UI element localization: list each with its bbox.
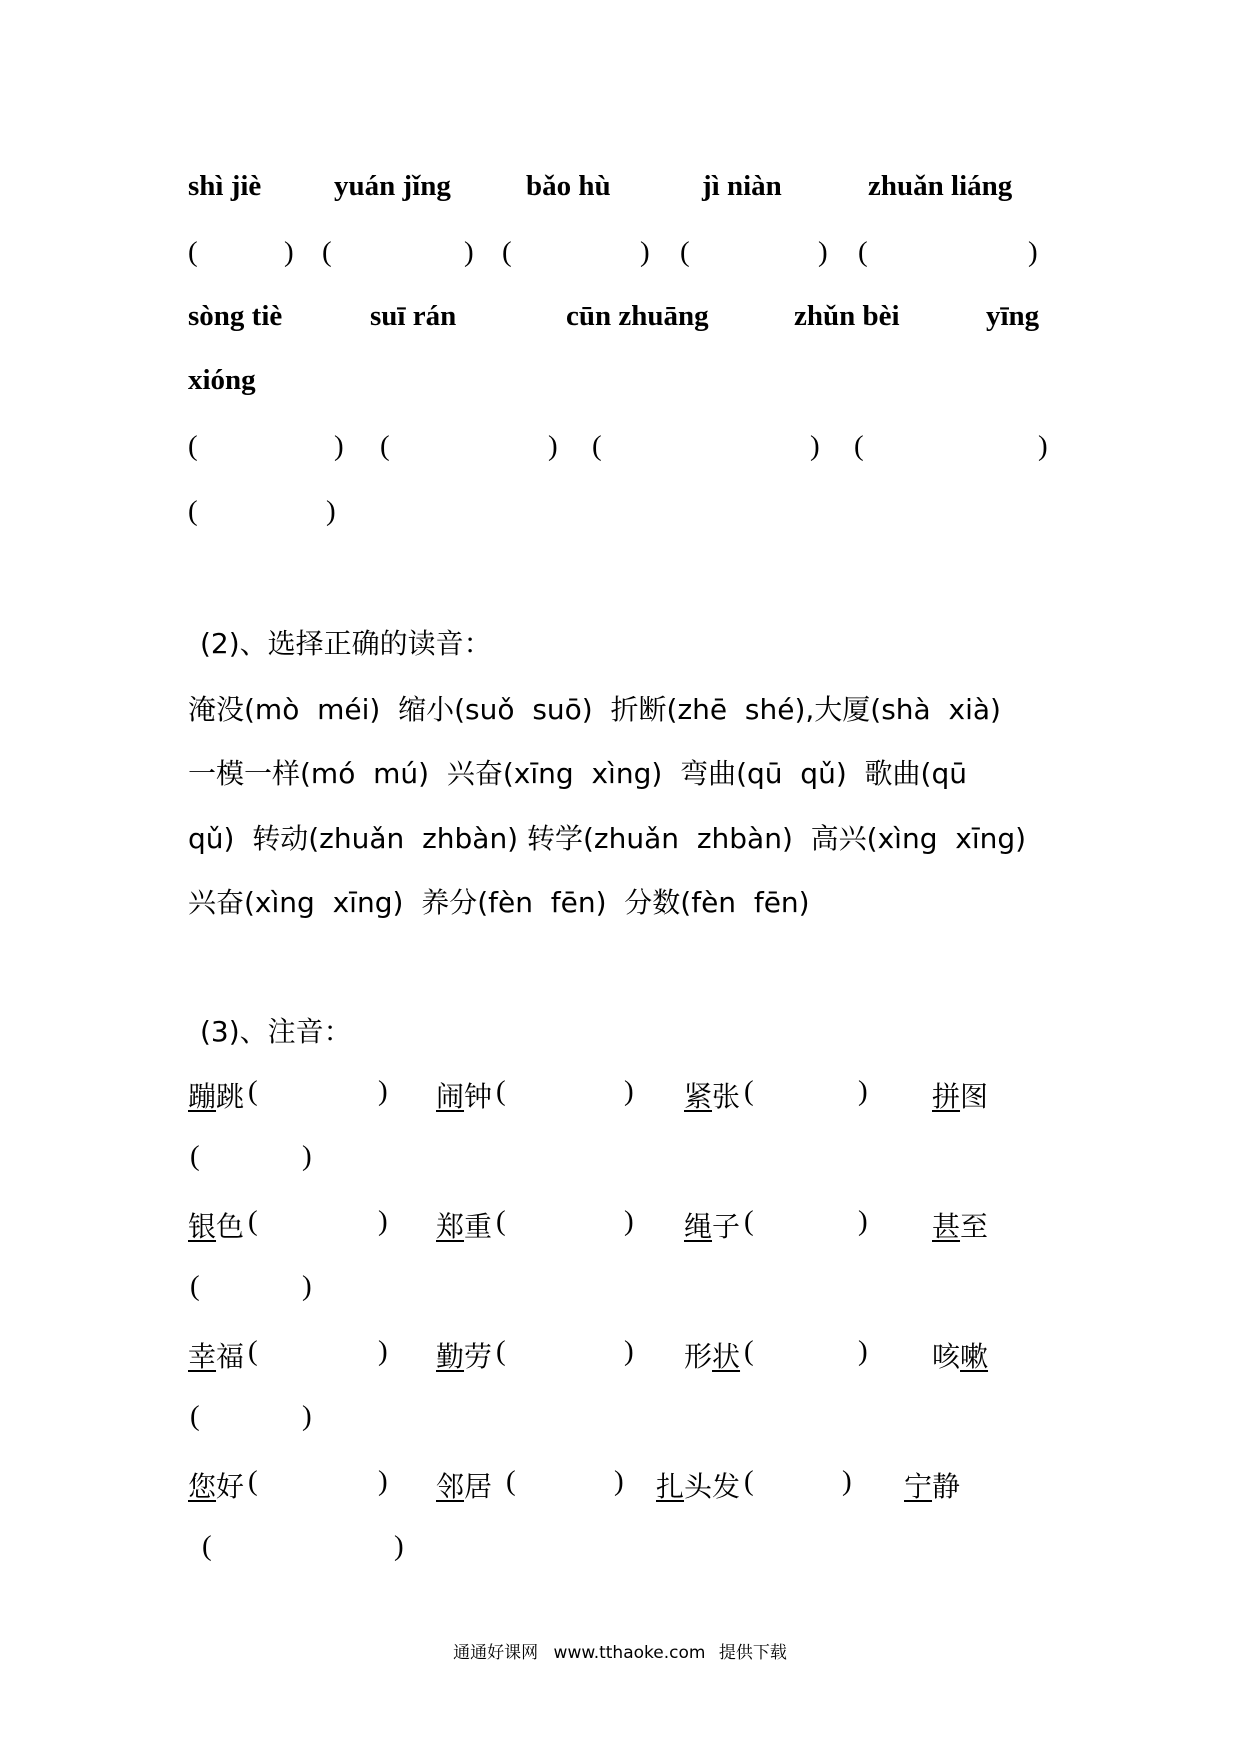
answer-paren-open: ( xyxy=(496,1335,506,1367)
word-item xyxy=(932,1205,988,1245)
footer-url[interactable]: www.tthaoke.com xyxy=(553,1643,706,1663)
pinyin-word: zhuǎn liáng xyxy=(868,170,1013,202)
target-character: 紧 xyxy=(684,1080,713,1113)
question-line: 淹没(mò méi) 缩小(suǒ suō) 折断(zhē shé),大厦(shà xià) xyxy=(188,693,1001,726)
answer-paren-close: ) xyxy=(302,1270,312,1302)
word-rest: 形 xyxy=(684,1340,713,1373)
target-character: 拼 xyxy=(932,1080,961,1113)
target-character: 勤 xyxy=(436,1340,465,1373)
word-item xyxy=(684,1075,740,1115)
answer-paren-close: ) xyxy=(378,1465,388,1497)
answer-paren-open: ( xyxy=(854,430,864,462)
pinyin-word: zhǔn bèi xyxy=(794,300,900,332)
pinyin-word: xióng xyxy=(188,364,256,396)
pinyin-word: bǎo hù xyxy=(526,170,611,202)
target-character: 宁 xyxy=(904,1470,933,1503)
word-rest: 跳 xyxy=(216,1080,245,1113)
word-rest: 咳 xyxy=(932,1340,961,1373)
answer-paren-open: ( xyxy=(322,236,332,268)
word-item xyxy=(436,1075,492,1115)
answer-paren-close: ) xyxy=(378,1335,388,1367)
word-item xyxy=(656,1465,740,1505)
target-character: 邻 xyxy=(436,1470,465,1503)
question-line: qǔ) 转动(zhuǎn zhbàn) 转学(zhuǎn zhbàn) 高兴(xìng xīng) xyxy=(188,822,1027,855)
pinyin-word: jì niàn xyxy=(702,170,782,202)
answer-paren-open: ( xyxy=(188,495,198,527)
target-character: 银 xyxy=(188,1210,217,1243)
answer-paren-close: ) xyxy=(858,1335,868,1367)
answer-paren-close: ) xyxy=(614,1465,624,1497)
answer-paren-open: ( xyxy=(248,1205,258,1237)
answer-paren-close: ) xyxy=(624,1075,634,1107)
answer-paren-close: ) xyxy=(302,1400,312,1432)
answer-paren-open: ( xyxy=(506,1465,516,1497)
footer xyxy=(0,1638,1240,1663)
pinyin-word: shì jiè xyxy=(188,170,262,202)
answer-paren-close: ) xyxy=(858,1205,868,1237)
answer-paren-open: ( xyxy=(502,236,512,268)
word-rest: 居 xyxy=(464,1470,493,1503)
answer-paren-open: ( xyxy=(744,1335,754,1367)
answer-paren-open: ( xyxy=(248,1075,258,1107)
answer-paren-open: ( xyxy=(744,1205,754,1237)
answer-paren-open: ( xyxy=(188,430,198,462)
answer-paren-close: ) xyxy=(842,1465,852,1497)
target-character: 您 xyxy=(188,1470,217,1503)
answer-paren-open: ( xyxy=(190,1400,200,1432)
word-rest: 好 xyxy=(216,1470,245,1503)
word-item xyxy=(684,1205,740,1245)
footer-suffix: 提供下载 xyxy=(718,1643,787,1663)
answer-paren-open: ( xyxy=(744,1465,754,1497)
answer-paren-close: ) xyxy=(334,430,344,462)
answer-paren-open: ( xyxy=(496,1075,506,1107)
word-item xyxy=(188,1465,244,1505)
answer-paren-open: ( xyxy=(202,1530,212,1562)
target-character: 郑 xyxy=(436,1210,465,1243)
word-rest: 头发 xyxy=(684,1470,741,1503)
word-rest: 重 xyxy=(464,1210,493,1243)
pinyin-word: cūn zhuāng xyxy=(566,300,709,332)
answer-paren-open: ( xyxy=(592,430,602,462)
answer-paren-close: ) xyxy=(302,1140,312,1172)
word-item xyxy=(904,1465,960,1505)
word-item xyxy=(188,1075,244,1115)
pinyin-word: sòng tiè xyxy=(188,300,283,332)
target-character: 闹 xyxy=(436,1080,465,1113)
answer-paren-open: ( xyxy=(680,236,690,268)
answer-paren-open: ( xyxy=(190,1270,200,1302)
answer-paren-close: ) xyxy=(378,1075,388,1107)
answer-paren-close: ) xyxy=(640,236,650,268)
word-rest: 张 xyxy=(712,1080,741,1113)
target-character: 蹦 xyxy=(188,1080,217,1113)
word-item xyxy=(188,1205,244,1245)
question-line: 一模一样(mó mú) 兴奋(xīng xìng) 弯曲(qū qǔ) 歌曲(qū xyxy=(188,757,967,790)
word-rest: 至 xyxy=(960,1210,989,1243)
answer-paren-close: ) xyxy=(548,430,558,462)
answer-paren-open: ( xyxy=(380,430,390,462)
question-line: 兴奋(xìng xīng) 养分(fèn fēn) 分数(fèn fēn) xyxy=(188,886,810,919)
word-rest: 静 xyxy=(932,1470,961,1503)
answer-paren-close: ) xyxy=(394,1530,404,1562)
target-character: 甚 xyxy=(932,1210,961,1243)
word-item xyxy=(684,1335,740,1375)
answer-paren-close: ) xyxy=(378,1205,388,1237)
pinyin-word: yīng xyxy=(986,300,1040,332)
word-item xyxy=(188,1335,244,1375)
footer-site-name: 通通好课网 xyxy=(453,1643,539,1663)
word-rest: 色 xyxy=(216,1210,245,1243)
word-rest: 图 xyxy=(960,1080,989,1113)
target-character: 嗽 xyxy=(960,1340,989,1373)
word-rest: 福 xyxy=(216,1340,245,1373)
pinyin-word: yuán jǐng xyxy=(334,170,451,202)
word-rest: 钟 xyxy=(464,1080,493,1113)
answer-paren-close: ) xyxy=(624,1205,634,1237)
answer-paren-open: ( xyxy=(858,236,868,268)
answer-paren-close: ) xyxy=(858,1075,868,1107)
answer-paren-close: ) xyxy=(464,236,474,268)
answer-paren-close: ) xyxy=(326,495,336,527)
answer-paren-close: ) xyxy=(284,236,294,268)
answer-paren-close: ) xyxy=(1028,236,1038,268)
target-character: 状 xyxy=(712,1340,741,1373)
section-heading: (3)、注音： xyxy=(200,1015,352,1048)
word-rest: 劳 xyxy=(464,1340,493,1373)
answer-paren-open: ( xyxy=(190,1140,200,1172)
answer-paren-open: ( xyxy=(248,1465,258,1497)
target-character: 绳 xyxy=(684,1210,713,1243)
answer-paren-open: ( xyxy=(248,1335,258,1367)
word-item xyxy=(932,1075,988,1115)
word-item xyxy=(436,1205,492,1245)
answer-paren-close: ) xyxy=(818,236,828,268)
section-heading: (2)、选择正确的读音： xyxy=(200,627,492,660)
word-item xyxy=(436,1335,492,1375)
pinyin-word: suī rán xyxy=(370,300,457,332)
word-item xyxy=(932,1335,988,1375)
answer-paren-close: ) xyxy=(810,430,820,462)
word-item xyxy=(436,1465,492,1505)
target-character: 扎 xyxy=(656,1470,685,1503)
answer-paren-close: ) xyxy=(1038,430,1048,462)
answer-paren-open: ( xyxy=(496,1205,506,1237)
answer-paren-open: ( xyxy=(744,1075,754,1107)
word-rest: 子 xyxy=(712,1210,741,1243)
answer-paren-close: ) xyxy=(624,1335,634,1367)
answer-paren-open: ( xyxy=(188,236,198,268)
target-character: 幸 xyxy=(188,1340,217,1373)
